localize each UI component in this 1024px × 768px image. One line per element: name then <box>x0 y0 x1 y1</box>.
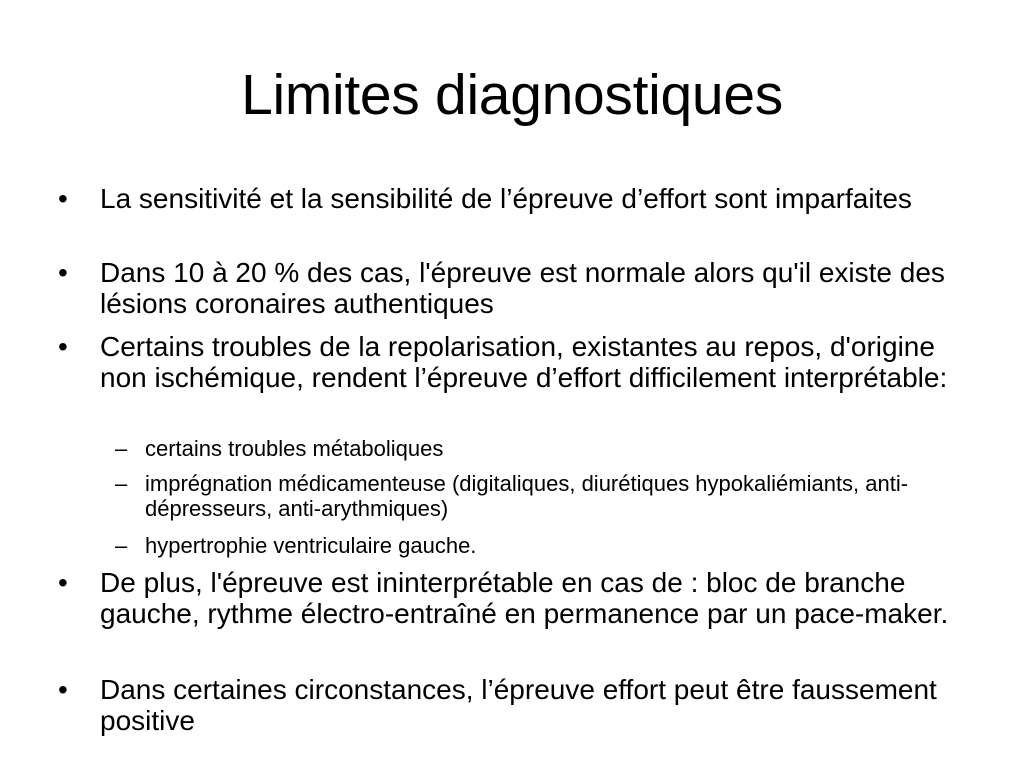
sub-bullet-item <box>115 436 965 461</box>
bullet-icon: • <box>58 183 68 214</box>
slide-title: Limites diagnostiques <box>241 63 783 127</box>
sub-bullet-item <box>115 533 965 558</box>
bullet-item <box>58 331 970 393</box>
bullet-text: Dans certaines circonstances, l’épreuve effort peut être faussement positive <box>100 674 937 736</box>
bullet-text: La sensitivité et la sensibilité de l’épreuve d’effort sont imparfaites <box>100 183 912 214</box>
bullet-icon: • <box>58 567 68 598</box>
bullet-icon: • <box>58 257 68 288</box>
bullet-icon: • <box>58 674 68 705</box>
bullet-icon: • <box>58 331 68 362</box>
bullet-item <box>58 183 970 214</box>
sub-bullet-text: hypertrophie ventriculaire gauche. <box>145 533 477 558</box>
bullet-text: De plus, l'épreuve est ininterprétable en cas de : bloc de branche gauche, rythme électro-entraîné en permanence par un pace-maker. <box>100 567 949 629</box>
bullet-text: Dans 10 à 20 % des cas, l'épreuve est normale alors qu'il existe des lésions coronaires authentiques <box>100 257 945 319</box>
dash-icon: – <box>115 533 128 558</box>
dash-icon: – <box>115 471 128 496</box>
sub-bullet-text: certains troubles métaboliques <box>145 436 444 461</box>
sub-bullet-item <box>115 471 965 521</box>
bullet-item <box>58 257 970 319</box>
dash-icon: – <box>115 436 128 461</box>
bullet-item <box>58 567 970 629</box>
bullet-item <box>58 674 970 736</box>
sub-bullet-text: imprégnation médicamenteuse (digitaliques, diurétiques hypokaliémiants, anti-dépresseurs, anti-arythmiques) <box>145 471 909 521</box>
bullet-text: Certains troubles de la repolarisation, existantes au repos, d'origine non ischémique, rendent l’épreuve d’effort difficilement interprétable: <box>100 331 948 393</box>
